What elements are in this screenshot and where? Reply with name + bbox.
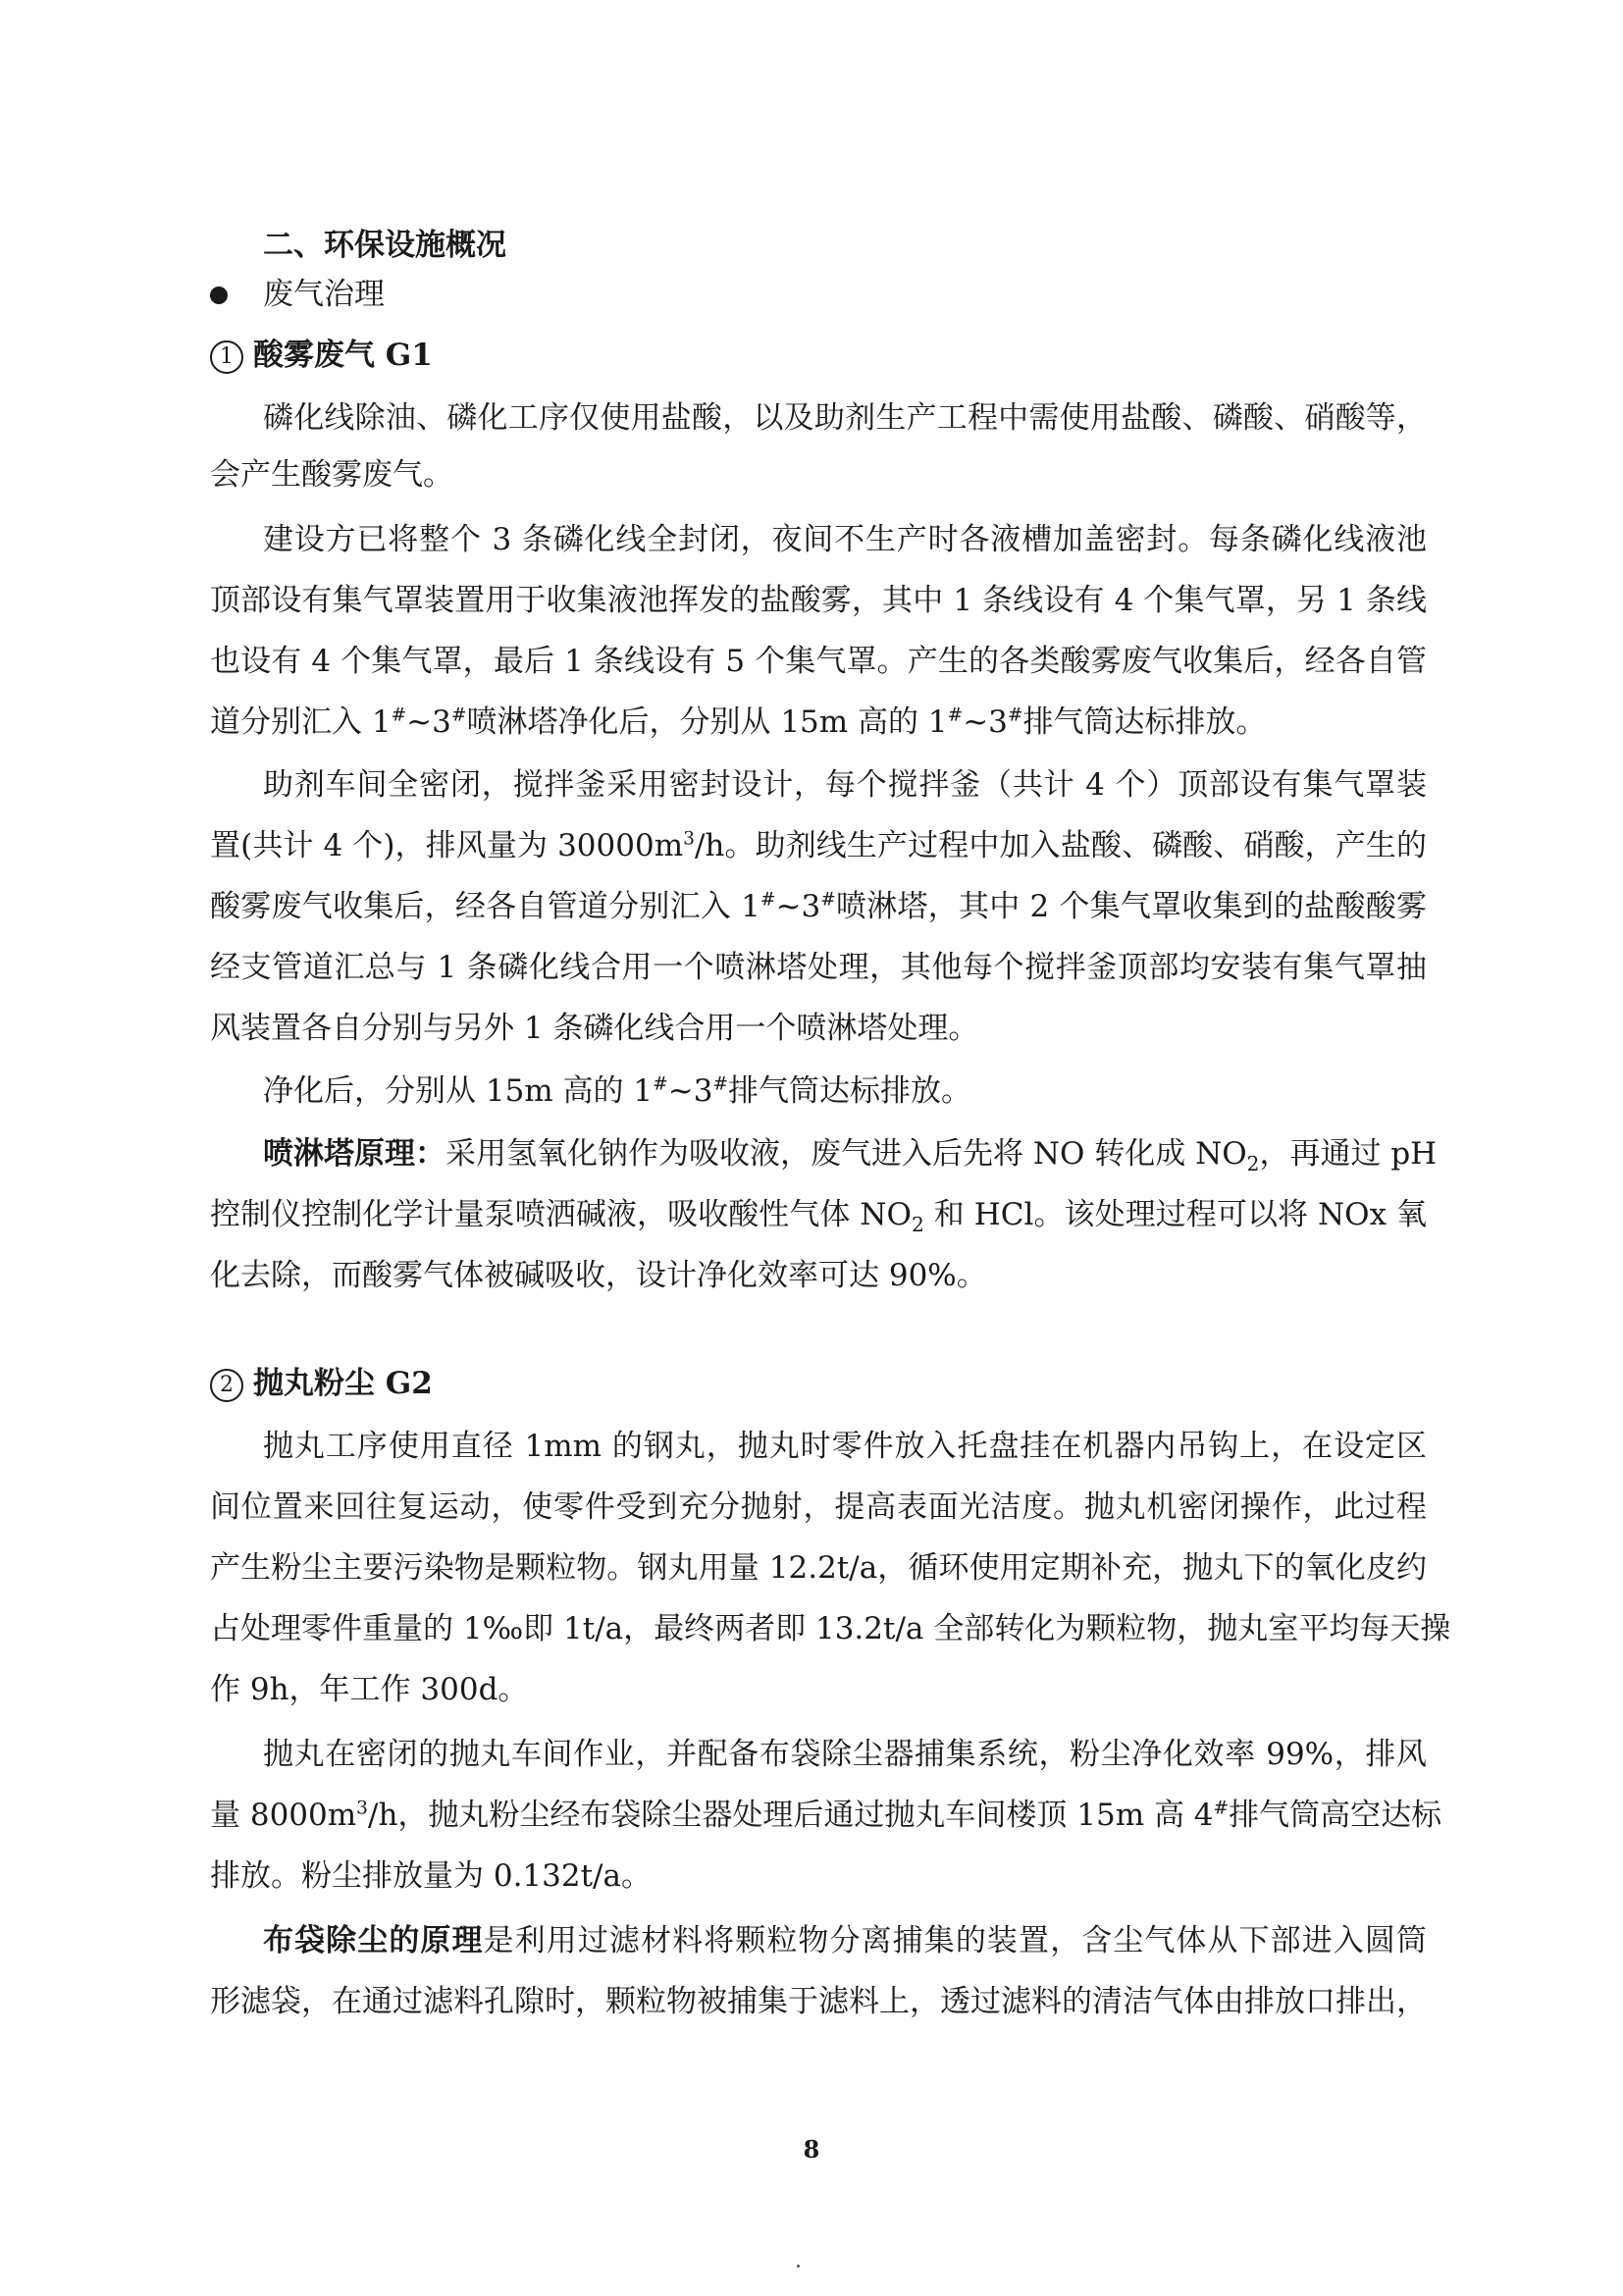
bullet-dot-icon [210,287,228,304]
paragraph-6-line: 作 9h，年工作 300d。 [210,1672,529,1707]
spray-tower-label: 喷淋塔原理： [263,1136,445,1172]
paragraph-8-line: 布袋除尘的原理是利用过滤材料将颗粒物分离捕集的装置，含尘气体从下部进入圆筒 [263,1923,1428,1958]
paragraph-1-line: 会产生酸雾废气。 [210,457,453,493]
paragraph-6-line: 抛丸工序使用直径 1mm 的钢丸，抛丸时零件放入托盘挂在机器内吊钩上，在设定区 [263,1429,1427,1464]
paragraph-3-line: 经支管道汇总与 1 条磷化线合用一个喷淋塔处理，其他每个搅拌釜顶部均安装有集气罩抽 [210,950,1427,985]
subsection-1-title: 酸雾废气 G1 [253,338,433,373]
circled-number-icon: 1 [210,340,243,374]
bag-filter-label: 布袋除尘的原理 [263,1923,484,1958]
paragraph-6-line: 占处理零件重量的 1‰即 1t/a，最终两者即 13.2t/a 全部转化为颗粒物，抛丸室平均每天操 [210,1611,1451,1646]
paragraph-2-line: 也设有 4 个集气罩，最后 1 条线设有 5 个集气罩。产生的各类酸雾废气收集后，经各自管 [210,644,1427,679]
paragraph-2-line: 道分别汇入 1#~3#喷淋塔净化后，分别从 15m 高的 1#~3#排气筒达标排放。 [210,704,1267,740]
paragraph-8-line: 形滤袋，在通过滤料孔隙时，颗粒物被捕集于滤料上，透过滤料的清洁气体由排放口排出， [210,1984,1427,2019]
page-number: 8 [803,2135,820,2164]
paragraph-5-line: 喷淋塔原理：采用氢氧化钠作为吸收液，废气进入后先将 NO 转化成 $NO_2$，再通过 pH [263,1136,1438,1176]
paragraph-7-line: 排放。粉尘排放量为 0.132t/a。 [210,1858,652,1894]
paragraph-5-line: 控制仪控制化学计量泵喷洒碱液，吸收酸性气体 $NO_2$ 和 HCl。该处理过程可以将 NOx 氧 [210,1197,1427,1237]
paragraph-2-line: 顶部设有集气罩装置用于收集液池挥发的盐酸雾，其中 1 条线设有 4 个集气罩，另 1 条线 [210,583,1427,618]
paragraph-1-line: 磷化线除油、磷化工序仅使用盐酸，以及助剂生产工程中需使用盐酸、磷酸、硝酸等， [263,400,1427,436]
subsection-2-heading [210,1362,1427,1405]
paragraph-3-line: 酸雾废气收集后，经各自管道分别汇入 1#~3#喷淋塔，其中 2 个集气罩收集到的盐酸酸雾 [210,889,1427,924]
bullet-heading: 废气治理 [263,277,385,312]
subsection-2-title: 抛丸粉尘 G2 [253,1366,433,1401]
paragraph-3-line: 置(共计 4 个)，排风量为 $30000m^3/h$。助剂线生产过程中加入盐酸、磷酸、硝酸，产生的 [210,828,1427,863]
paragraph-7-line: 量 $8000m^3/h$，抛丸粉尘经布袋除尘器处理后通过抛丸车间楼顶 15m 高 4#排气筒高空达标 [210,1798,1442,1833]
scan-speck [797,2265,800,2268]
paragraph-7-line: 抛丸在密闭的抛丸车间作业，并配备布袋除尘器捕集系统，粉尘净化效率 99%，排风 [263,1737,1427,1772]
circled-number-icon: 2 [210,1369,243,1402]
paragraph-4: 净化后，分别从 15m 高的 1#~3#排气筒达标排放。 [263,1073,972,1109]
paragraph-5-line: 化去除，而酸雾气体被碱吸收，设计净化效率可达 90%。 [210,1258,987,1293]
section-title: 二、环保设施概况 [263,228,506,263]
paragraph-3-line: 助剂车间全密闭，搅拌釜采用密封设计，每个搅拌釜（共计 4 个）顶部设有集气罩装 [263,767,1427,803]
paragraph-6-line: 产生粉尘主要污染物是颗粒物。钢丸用量 12.2t/a，循环使用定期补充，抛丸下的氧化皮约 [210,1550,1427,1586]
paragraph-6-line: 间位置来回往复运动，使零件受到充分抛射，提高表面光洁度。抛丸机密闭操作，此过程 [210,1489,1427,1525]
paragraph-2-line: 建设方已将整个 3 条磷化线全封闭，夜间不生产时各液槽加盖密封。每条磷化线液池 [263,522,1427,557]
subsection-1-heading [210,334,1427,377]
paragraph-3-line: 风装置各自分别与另外 1 条磷化线合用一个喷淋塔处理。 [210,1011,979,1046]
